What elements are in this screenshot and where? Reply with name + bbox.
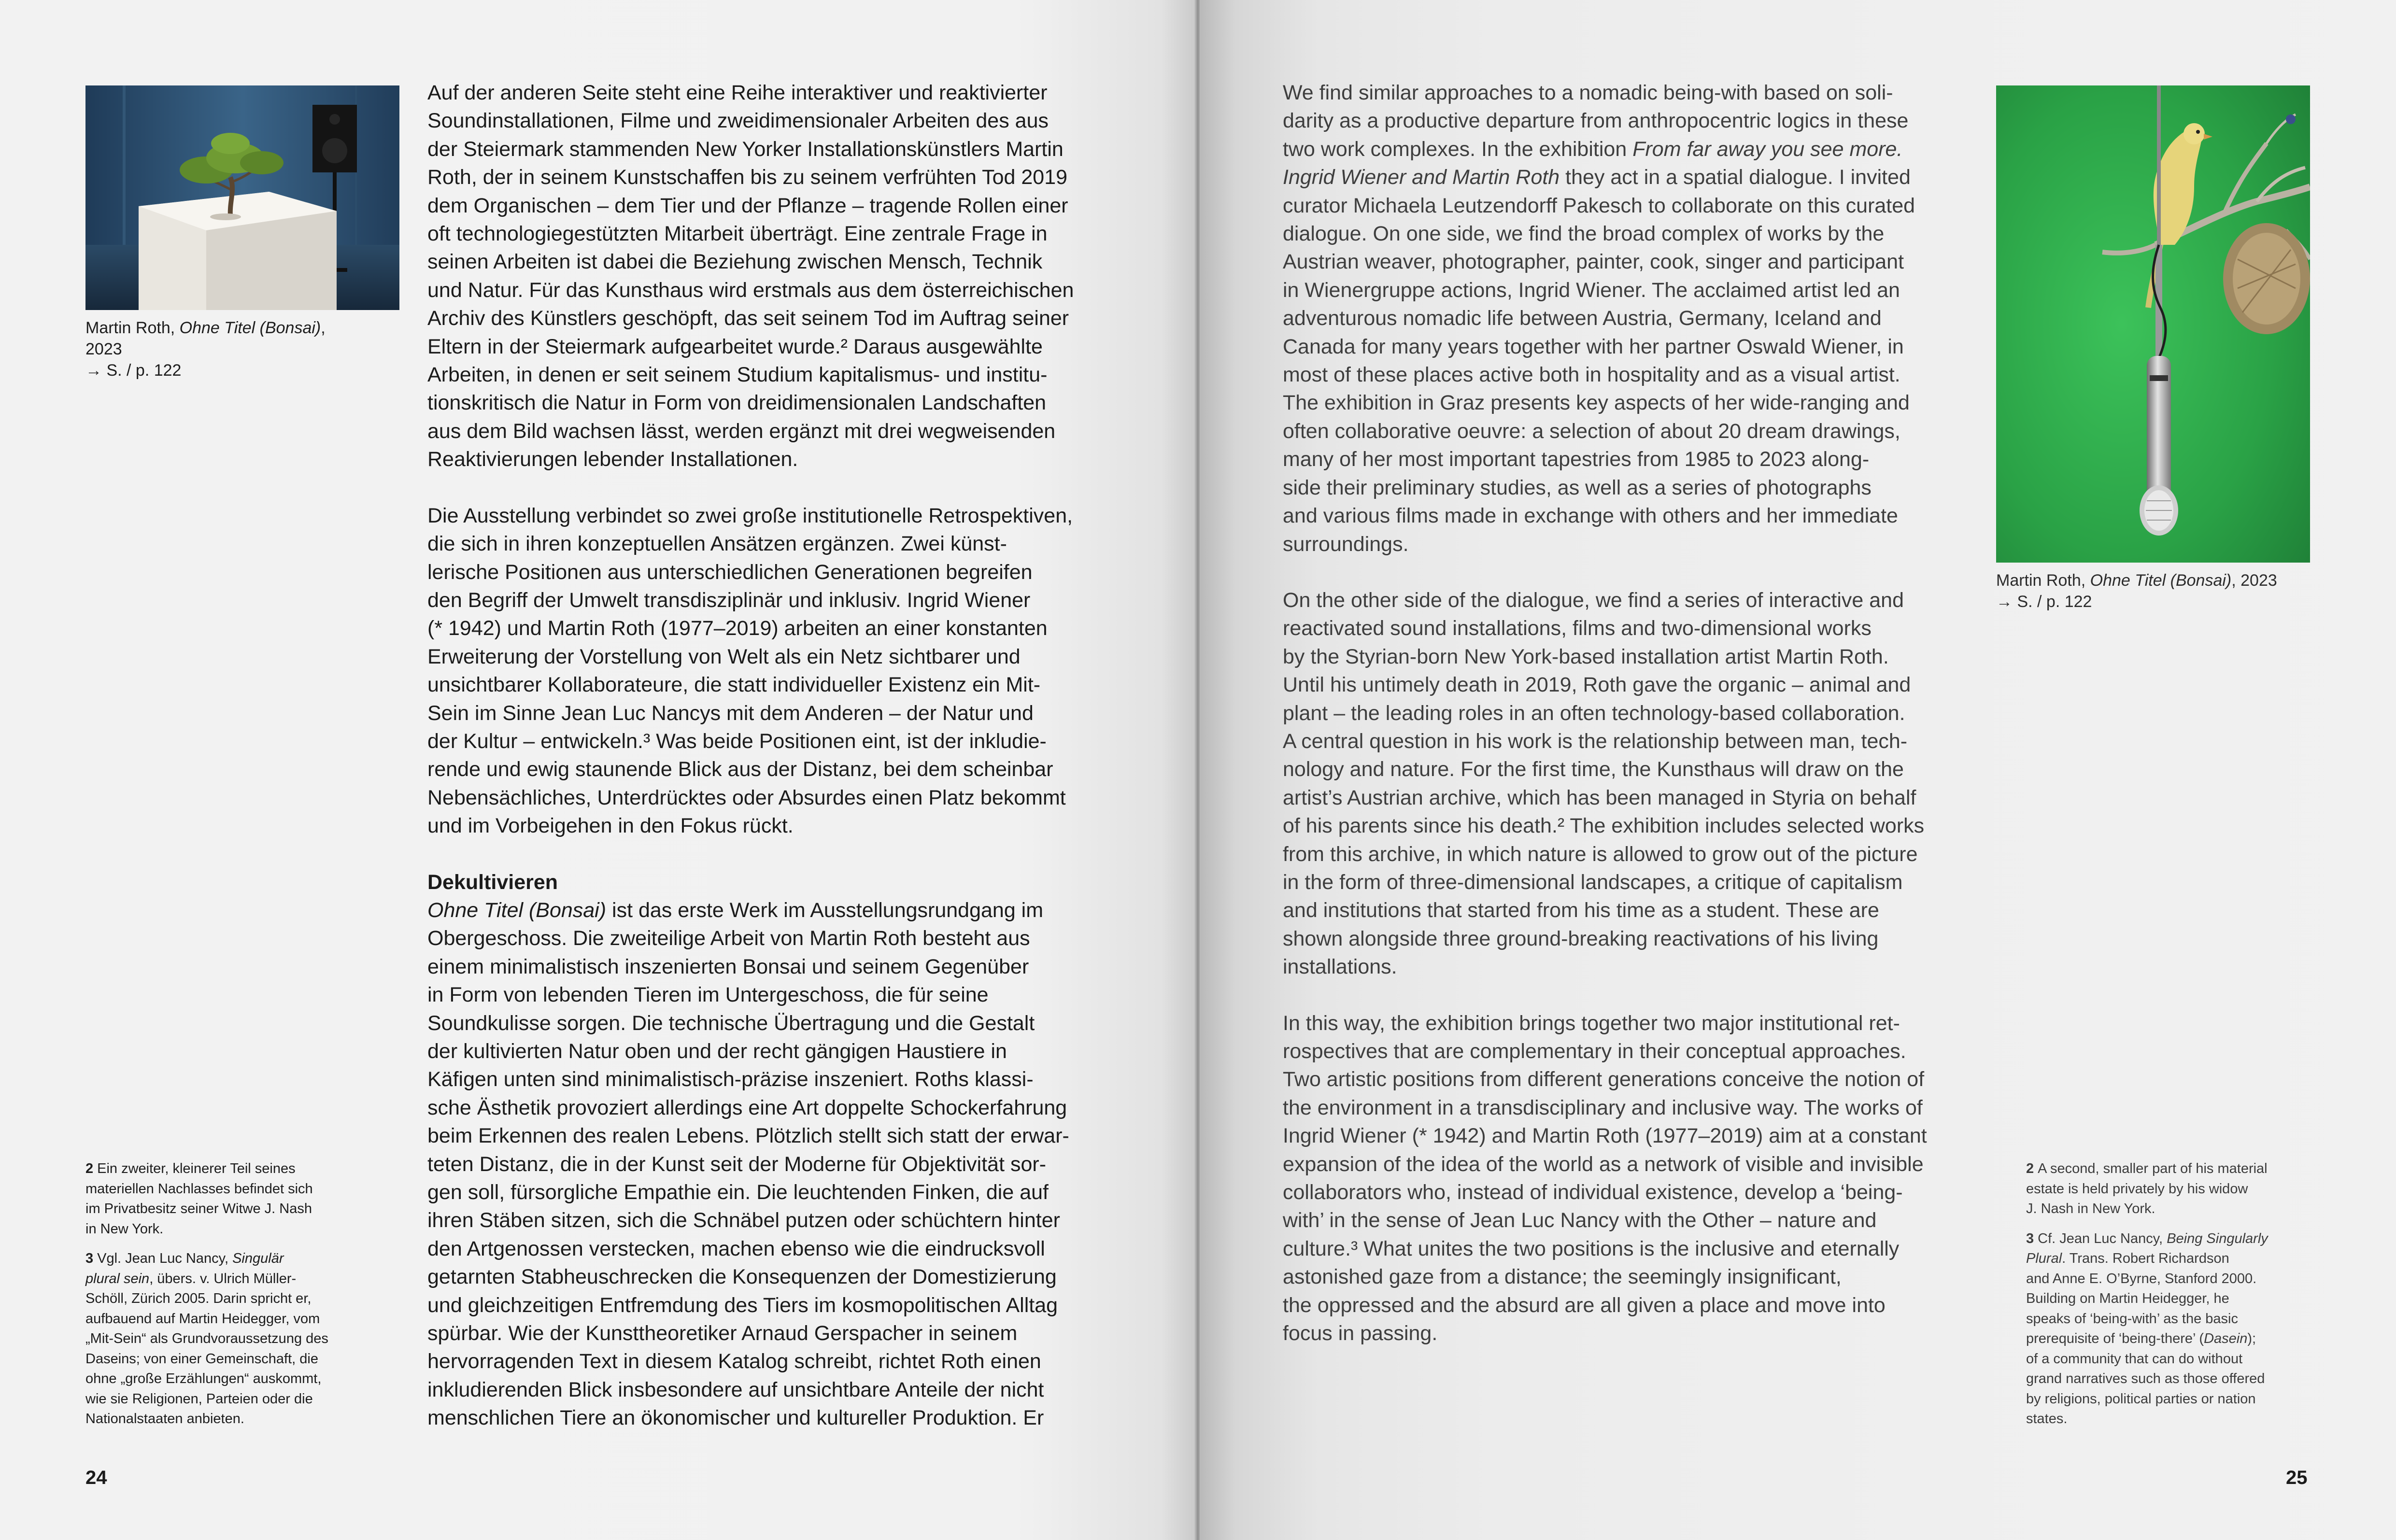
text-line: astonished gaze from a distance; the seemingly insignificant, [1283,1265,1842,1289]
right-paragraph-1 [1283,79,1978,558]
text-line: from this archive, in which nature is allowed to grow out of the picture [1283,842,1918,866]
text-line: most of these places active both in hospitality and as a visual artist. [1283,363,1900,387]
text-line: dialogue. On one side, we find the broad complex of works by the [1283,222,1885,246]
footnote-number: 3 [2026,1230,2034,1246]
text-line: Ohne Titel (Bonsai) ist das erste Werk im Ausstellungsrundgang im [427,898,1044,922]
text-line: Soundkulisse sorgen. Die technische Übertragung und die Gestalt [427,1011,1035,1035]
text-line: in Wienergruppe actions, Ingrid Wiener. The acclaimed artist led an [1283,278,1900,302]
text-line: Soundinstallationen, Filme und zweidimensionaler Arbeiten des aus [427,109,1049,133]
text-line: plant – the leading roles in an often technology-based collaboration. [1283,701,1905,725]
text-line: side their preliminary studies, as well as a series of photographs [1283,476,1871,499]
text-line: tionskritisch die Natur in Form von dreidimensionalen Landschaften [427,391,1047,415]
left-page [0,0,1197,1540]
footnote-3: 3 Cf. Jean Luc Nancy, Being Singularly Plural. Trans. Robert Richardson and Anne E. O’Byrne, Stanford 2000. Building on Martin Heidegger, he speaks of ‘being-with’ as the basic prerequisite of ‘being-there’ (Dasein); of a community that can do without grand narratives such as those offered by religions, political parties or nation states. [2026,1230,2268,1427]
footnote-number: 2 [85,1161,94,1176]
text-line: aus dem Bild wachsen lässt, werden ergänzt mit drei wegweisenden [427,419,1056,443]
text-line: die sich in ihren konzeptuellen Ansätzen ergänzen. Zwei künst- [427,532,1007,556]
text-line: Erweiterung der Vorstellung von Welt als ein Netz sichtbarer und [427,645,1021,668]
text-line: the environment in a transdisciplinary and inclusive way. The works of [1283,1096,1923,1119]
text-line: lerische Positionen aus unterschiedlichen Generationen begreifen [427,560,1033,584]
left-body-text [427,79,1123,1432]
text-line: two work complexes. In the exhibition From far away you see more. [1283,137,1903,161]
text-line: Käfigen unten sind minimalistisch-präzise inszeniert. Roths klassi- [427,1068,1034,1091]
left-footnotes [85,1159,356,1429]
text-line: installations. [1283,955,1397,979]
finch-photo-image [1996,85,2310,563]
text-line: ihren Stäben sitzen, sich die Schnäbel putzen oder schüchtern hinter [427,1209,1060,1232]
text-line: Two artistic positions from different generations conceive the notion of [1283,1068,1925,1091]
text-line: Obergeschoss. Die zweiteilige Arbeit von Martin Roth besteht aus [427,927,1030,950]
text-line: der Kultur – entwickeln.³ Was beide Positionen eint, ist der inkludie- [427,729,1047,753]
text-line: collaborators who, instead of individual existence, develop a ‘being- [1283,1181,1903,1204]
right-paragraph-3 [1283,1009,1978,1348]
text-line: den Begriff der Umwelt transdisziplinär und inklusiv. Ingrid Wiener [427,588,1031,612]
text-line: teten Distanz, die in der Kunst seit der Moderne für Objektivität sor- [427,1152,1047,1176]
text-line: with’ in the sense of Jean Luc Nancy with the Other – nature and [1283,1209,1877,1232]
finch-microphone-photo [1996,85,2310,563]
text-line: In this way, the exhibition brings together two major institutional ret- [1283,1011,1900,1035]
page-number-right: 25 [2286,1467,2308,1488]
text-line: by the Styrian-born New York-based installation artist Martin Roth. [1283,645,1889,668]
text-line: the oppressed and the absurd are all given a place and move into [1283,1293,1886,1317]
left-section-dekultivieren [427,868,1123,1432]
text-line: hervorragenden Text in diesem Katalog schreibt, richtet Roth einen [427,1350,1041,1373]
caption-page-reference: → S. / p. 122 [1996,593,2092,611]
text-line: Austrian weaver, photographer, painter, cook, singer and participant [1283,250,1904,274]
page-number-left: 24 [85,1467,107,1488]
right-paragraph-2 [1283,586,1978,981]
text-line: nology and nature. For the first time, the Kunsthaus will draw on the [1283,758,1904,781]
caption-artist-title-line: Martin Roth, Ohne Titel (Bonsai), [85,319,326,337]
text-line: getarnten Stabheuschrecken die Konsequenzen der Domestizierung [427,1265,1057,1289]
text-line: und gleichzeitigen Entfremdung des Tiers im kosmopolitischen Alltag [427,1293,1058,1317]
text-line: and institutions that started from his time as a student. These are [1283,899,1879,922]
text-line: Arbeiten, in denen er seit seinem Studium kapitalismus- und institu- [427,363,1048,387]
text-line: seinen Arbeiten ist dabei die Beziehung zwischen Mensch, Technik [427,250,1043,274]
text-line: We find similar approaches to a nomadic being-with based on soli- [1283,81,1893,104]
text-line: oft technologiegestützten Mitarbeit überträgt. Eine zentrale Frage in [427,222,1048,246]
text-line: rende und ewig staunende Blick aus der Distanz, bei dem scheinbar [427,758,1053,781]
text-line: dem Organischen – dem Tier und der Pflanze – tragende Rollen einer [427,194,1068,217]
text-line: curator Michaela Leutzendorff Pakesch to collaborate on this curated [1283,194,1915,217]
text-line: in Form von lebenden Tieren im Untergeschoss, die für seine [427,983,989,1007]
text-line: in the form of three-dimensional landscapes, a critique of capitalism [1283,870,1903,894]
caption-page-reference: → S. / p. 122 [85,361,182,380]
text-line: On the other side of the dialogue, we find a series of interactive and [1283,588,1904,612]
text-line: spürbar. Wie der Kunsttheoretiker Arnaud Gerspacher in seinem [427,1322,1018,1345]
right-photo-caption [1996,570,2334,612]
text-line: Eltern in der Steiermark aufgearbeitet wurde.² Daraus ausgewählte [427,335,1043,358]
left-photo-caption [85,317,375,381]
text-line: Archiv des Künstlers geschöpft, das seit seinem Tod im Auftrag seiner [427,307,1069,330]
text-line: Reaktivierungen lebender Installationen. [427,448,798,471]
text-line: often collaborative oeuvre: a selection of about 20 dream drawings, [1283,419,1900,443]
text-line: und im Vorbeigehen in den Fokus rückt. [427,814,794,838]
text-line: Ingrid Wiener (* 1942) and Martin Roth (1977–2019) aim at a constant [1283,1124,1927,1148]
text-line: focus in passing. [1283,1322,1438,1345]
text-line: expansion of the idea of the world as a network of visible and invisible [1283,1152,1924,1176]
text-line: Until his untimely death in 2019, Roth gave the organic – animal and [1283,673,1911,697]
text-line: der Steiermark stammenden New Yorker Installationskünstlers Martin [427,137,1063,161]
text-line: rospectives that are complementary in their conceptual approaches. [1283,1040,1906,1063]
footnote-3: 3 Vgl. Jean Luc Nancy, Singulär plural sein, übers. v. Ulrich Müller- Schöll, Zürich 2005. Darin spricht er, aufbauend auf Martin Heidegger, vom „Mit-Sein“ als Grundvoraussetzung des Daseins; von einer Gemeinschaft, die ohne „große Erzählungen“ auskommt, wie sie Religionen, Parteien oder die Nationalstaaten anbieten. [85,1251,328,1427]
text-line: (* 1942) und Martin Roth (1977–2019) arbeiten an einer konstanten [427,617,1048,640]
section-heading: Dekultivieren [427,870,558,894]
text-line: Die Ausstellung verbindet so zwei große institutionelle Retrospektiven, [427,504,1073,527]
text-line: gen soll, fürsorgliche Empathie ein. Die leuchtenden Finken, die auf [427,1181,1049,1204]
text-line: inkludierenden Blick insbesondere auf unsichtbare Anteile der nicht [427,1378,1044,1401]
text-line: many of her most important tapestries from 1985 to 2023 along- [1283,448,1870,471]
footnote-2: 2 Ein zweiter, kleinerer Teil seines materiellen Nachlasses befindet sich im Privatbesitz seiner Witwe J. Nash in New York. [85,1161,313,1237]
text-line: surroundings. [1283,532,1409,556]
caption-year: 2023 [85,340,122,358]
text-line: darity as a productive departure from anthropocentric logics in these [1283,109,1909,133]
caption-artist-title-line: Martin Roth, Ohne Titel (Bonsai), 2023 [1996,571,2277,590]
text-line: reactivated sound installations, films and two-dimensional works [1283,617,1871,640]
text-line: den Artgenossen verstecken, machen ebenso wie die eindrucksvoll [427,1237,1045,1260]
text-line: Nebensächliches, Unterdrücktes oder Absurdes einen Platz bekommt [427,786,1066,809]
footnote-number: 3 [85,1251,94,1266]
text-line: of his parents since his death.² The exhibition includes selected works [1283,814,1925,838]
text-line: Auf der anderen Seite steht eine Reihe interaktiver und reaktivierter [427,81,1048,104]
text-line: culture.³ What unites the two positions is the inclusive and eternally [1283,1237,1900,1260]
bonsai-installation-photo [85,85,399,310]
right-body-text [1283,79,1978,1347]
text-line: unsichtbarer Kollaborateure, die statt individueller Existenz ein Mit- [427,673,1041,697]
text-line: sche Ästhetik provoziert allerdings eine Art doppelte Schockerfahrung [427,1096,1067,1119]
right-footnotes [2026,1159,2297,1429]
left-paragraph-2 [427,502,1123,840]
text-line: beim Erkennen des realen Lebens. Plötzlich stellt sich statt der erwar- [427,1124,1069,1148]
text-line: shown alongside three ground-breaking reactivations of his living [1283,927,1879,950]
text-line: The exhibition in Graz presents key aspects of her wide-ranging and [1283,391,1910,415]
footnote-2: 2 A second, smaller part of his material estate is held privately by his widow J. Nash in New York. [2026,1161,2268,1216]
text-line: menschlichen Tiere an ökonomischer und kultureller Produktion. Er [427,1406,1044,1430]
text-line: einem minimalistisch inszenierten Bonsai und seinem Gegenüber [427,955,1029,978]
text-line: Roth, der in seinem Kunstschaffen bis zu seinem verfrühten Tod 2019 [427,166,1068,189]
text-line: and various films made in exchange with others and her immediate [1283,504,1898,528]
footnote-number: 2 [2026,1161,2034,1176]
text-line: Sein im Sinne Jean Luc Nancys mit dem Anderen – der Natur und [427,701,1034,725]
text-line: und Natur. Für das Kunsthaus wird erstmals aus dem österreichischen [427,278,1074,302]
text-line: A central question in his work is the relationship between man, tech- [1283,729,1908,753]
text-line: artist’s Austrian archive, which has been managed in Styria on behalf [1283,786,1916,809]
text-line: Ingrid Wiener and Martin Roth they act in a spatial dialogue. I invited [1283,166,1911,189]
text-line: Canada for many years together with her partner Oswald Wiener, in [1283,335,1904,358]
left-paragraph-1 [427,79,1123,474]
text-line: adventurous nomadic life between Austria, Germany, Iceland and [1283,307,1882,330]
bonsai-photo-image [85,85,399,310]
text-line: der kultivierten Natur oben und der recht gängigen Haustiere in [427,1040,1007,1063]
